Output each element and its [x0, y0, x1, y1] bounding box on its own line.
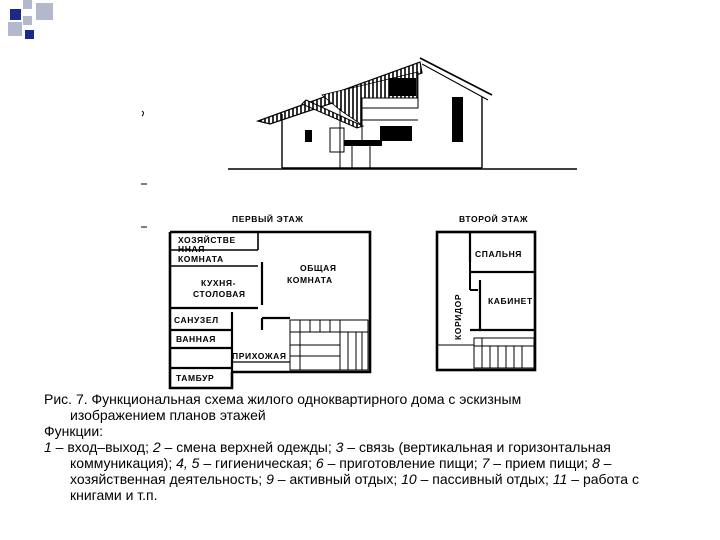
- room-common-line1: ОБЩАЯ: [300, 263, 337, 273]
- first-floor-plan: [170, 213, 370, 388]
- room-utility-line3: КОМНАТА: [178, 254, 224, 264]
- room-vestibule: ТАМБУР: [176, 373, 215, 383]
- second-floor-stairs: [437, 338, 534, 368]
- room-study: КАБИНЕТ: [488, 296, 533, 306]
- room-bedroom: СПАЛЬНЯ: [475, 249, 523, 259]
- room-utility-line2: ННАЯ: [178, 244, 205, 254]
- room-common-line2: КОМНАТА: [287, 275, 333, 285]
- room-utility-line1: ХОЗЯЙСТВЕ: [178, 235, 236, 245]
- room-wc: САНУЗЕЛ: [174, 315, 219, 325]
- room-hall: ПРИХОЖАЯ: [232, 351, 287, 361]
- room-kitchen-line1: КУХНЯ-: [201, 278, 237, 288]
- room-bath: ВАННАЯ: [176, 334, 216, 344]
- caption-line2: изображением планов этажей: [70, 407, 266, 423]
- stray-marks: [141, 111, 147, 227]
- first-floor-title: ПЕРВЫЙ ЭТАЖ: [232, 214, 304, 224]
- figure-caption: [44, 391, 694, 503]
- second-floor-plan: [437, 213, 535, 370]
- room-kitchen-line2: СТОЛОВАЯ: [193, 289, 246, 299]
- caption-line1: Рис. 7. Функциональная схема жилого одноквартирного дома с эскизным: [44, 391, 522, 407]
- second-floor-title: ВТОРОЙ ЭТАЖ: [459, 214, 529, 224]
- house-elevation: [228, 58, 577, 169]
- room-corridor: КОРИДОР: [453, 293, 463, 340]
- functions-list: 1 – вход–выход; 2 – смена верхней одежды; 3 – связь (вертикальная и горизонтальная коммуникация); 4, 5 – гигиеническая; 6 – приготовление пищи; 7 – прием пищи; 8 – хозяйственная деятельность; 9 – активный отдых; 10 – пассивный отдых; 11 – работа с книгами и т.п.: [44, 439, 639, 503]
- first-floor-stairs: [290, 320, 368, 370]
- functions-label: Функции:: [44, 423, 104, 439]
